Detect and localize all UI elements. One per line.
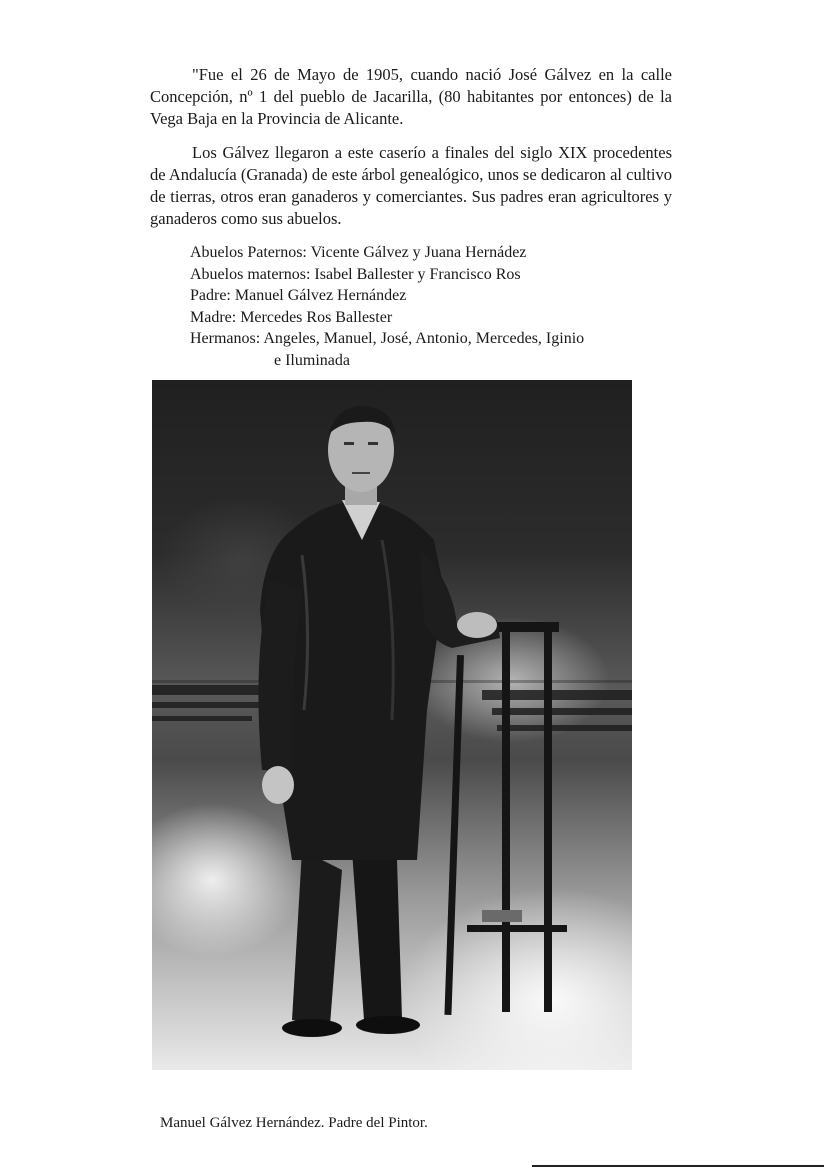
bottom-rule xyxy=(532,1165,824,1167)
paternal-grandparents: Abuelos Paternos: Vicente Gálvez y Juana Hernádez xyxy=(190,244,527,261)
siblings-line-continued: e Iluminada xyxy=(274,351,350,369)
man-figure xyxy=(258,406,500,1037)
mother-line: Madre: Mercedes Ros Ballester xyxy=(190,308,393,326)
birth-paragraph: "Fue el 26 de Mayo de 1905, cuando nació José Gálvez en la calle Concepción, nº 1 del pueblo de Jacarilla, (80 habitantes por entonces) de la Vega Baja en la Provincia de Alicante. xyxy=(150,65,672,128)
family-origin-paragraph: Los Gálvez llegaron a este caserío a finales del siglo XIX procedentes de Andalucía (Granada) de este árbol genealógico, unos se dedicaron al cultivo de tierras, otros eran ganaderos y comerciantes. Sus padres eran agricultores y ganaderos como sus abuelos. xyxy=(150,143,672,228)
siblings-line: Hermanos: Angeles, Manuel, José, Antonio, Mercedes, Iginio xyxy=(190,330,585,347)
father-line: Padre: Manuel Gálvez Hernández xyxy=(190,287,407,304)
portrait-figure xyxy=(152,380,632,1070)
genealogy-list xyxy=(190,242,672,371)
side-stand xyxy=(444,622,567,1015)
portrait-photo xyxy=(152,380,632,1070)
maternal-grandparents: Abuelos maternos: Isabel Ballester y Francisco Ros xyxy=(190,265,521,283)
body-text xyxy=(150,64,672,371)
photo-caption: Manuel Gálvez Hernández. Padre del Pintor. xyxy=(160,1115,428,1131)
